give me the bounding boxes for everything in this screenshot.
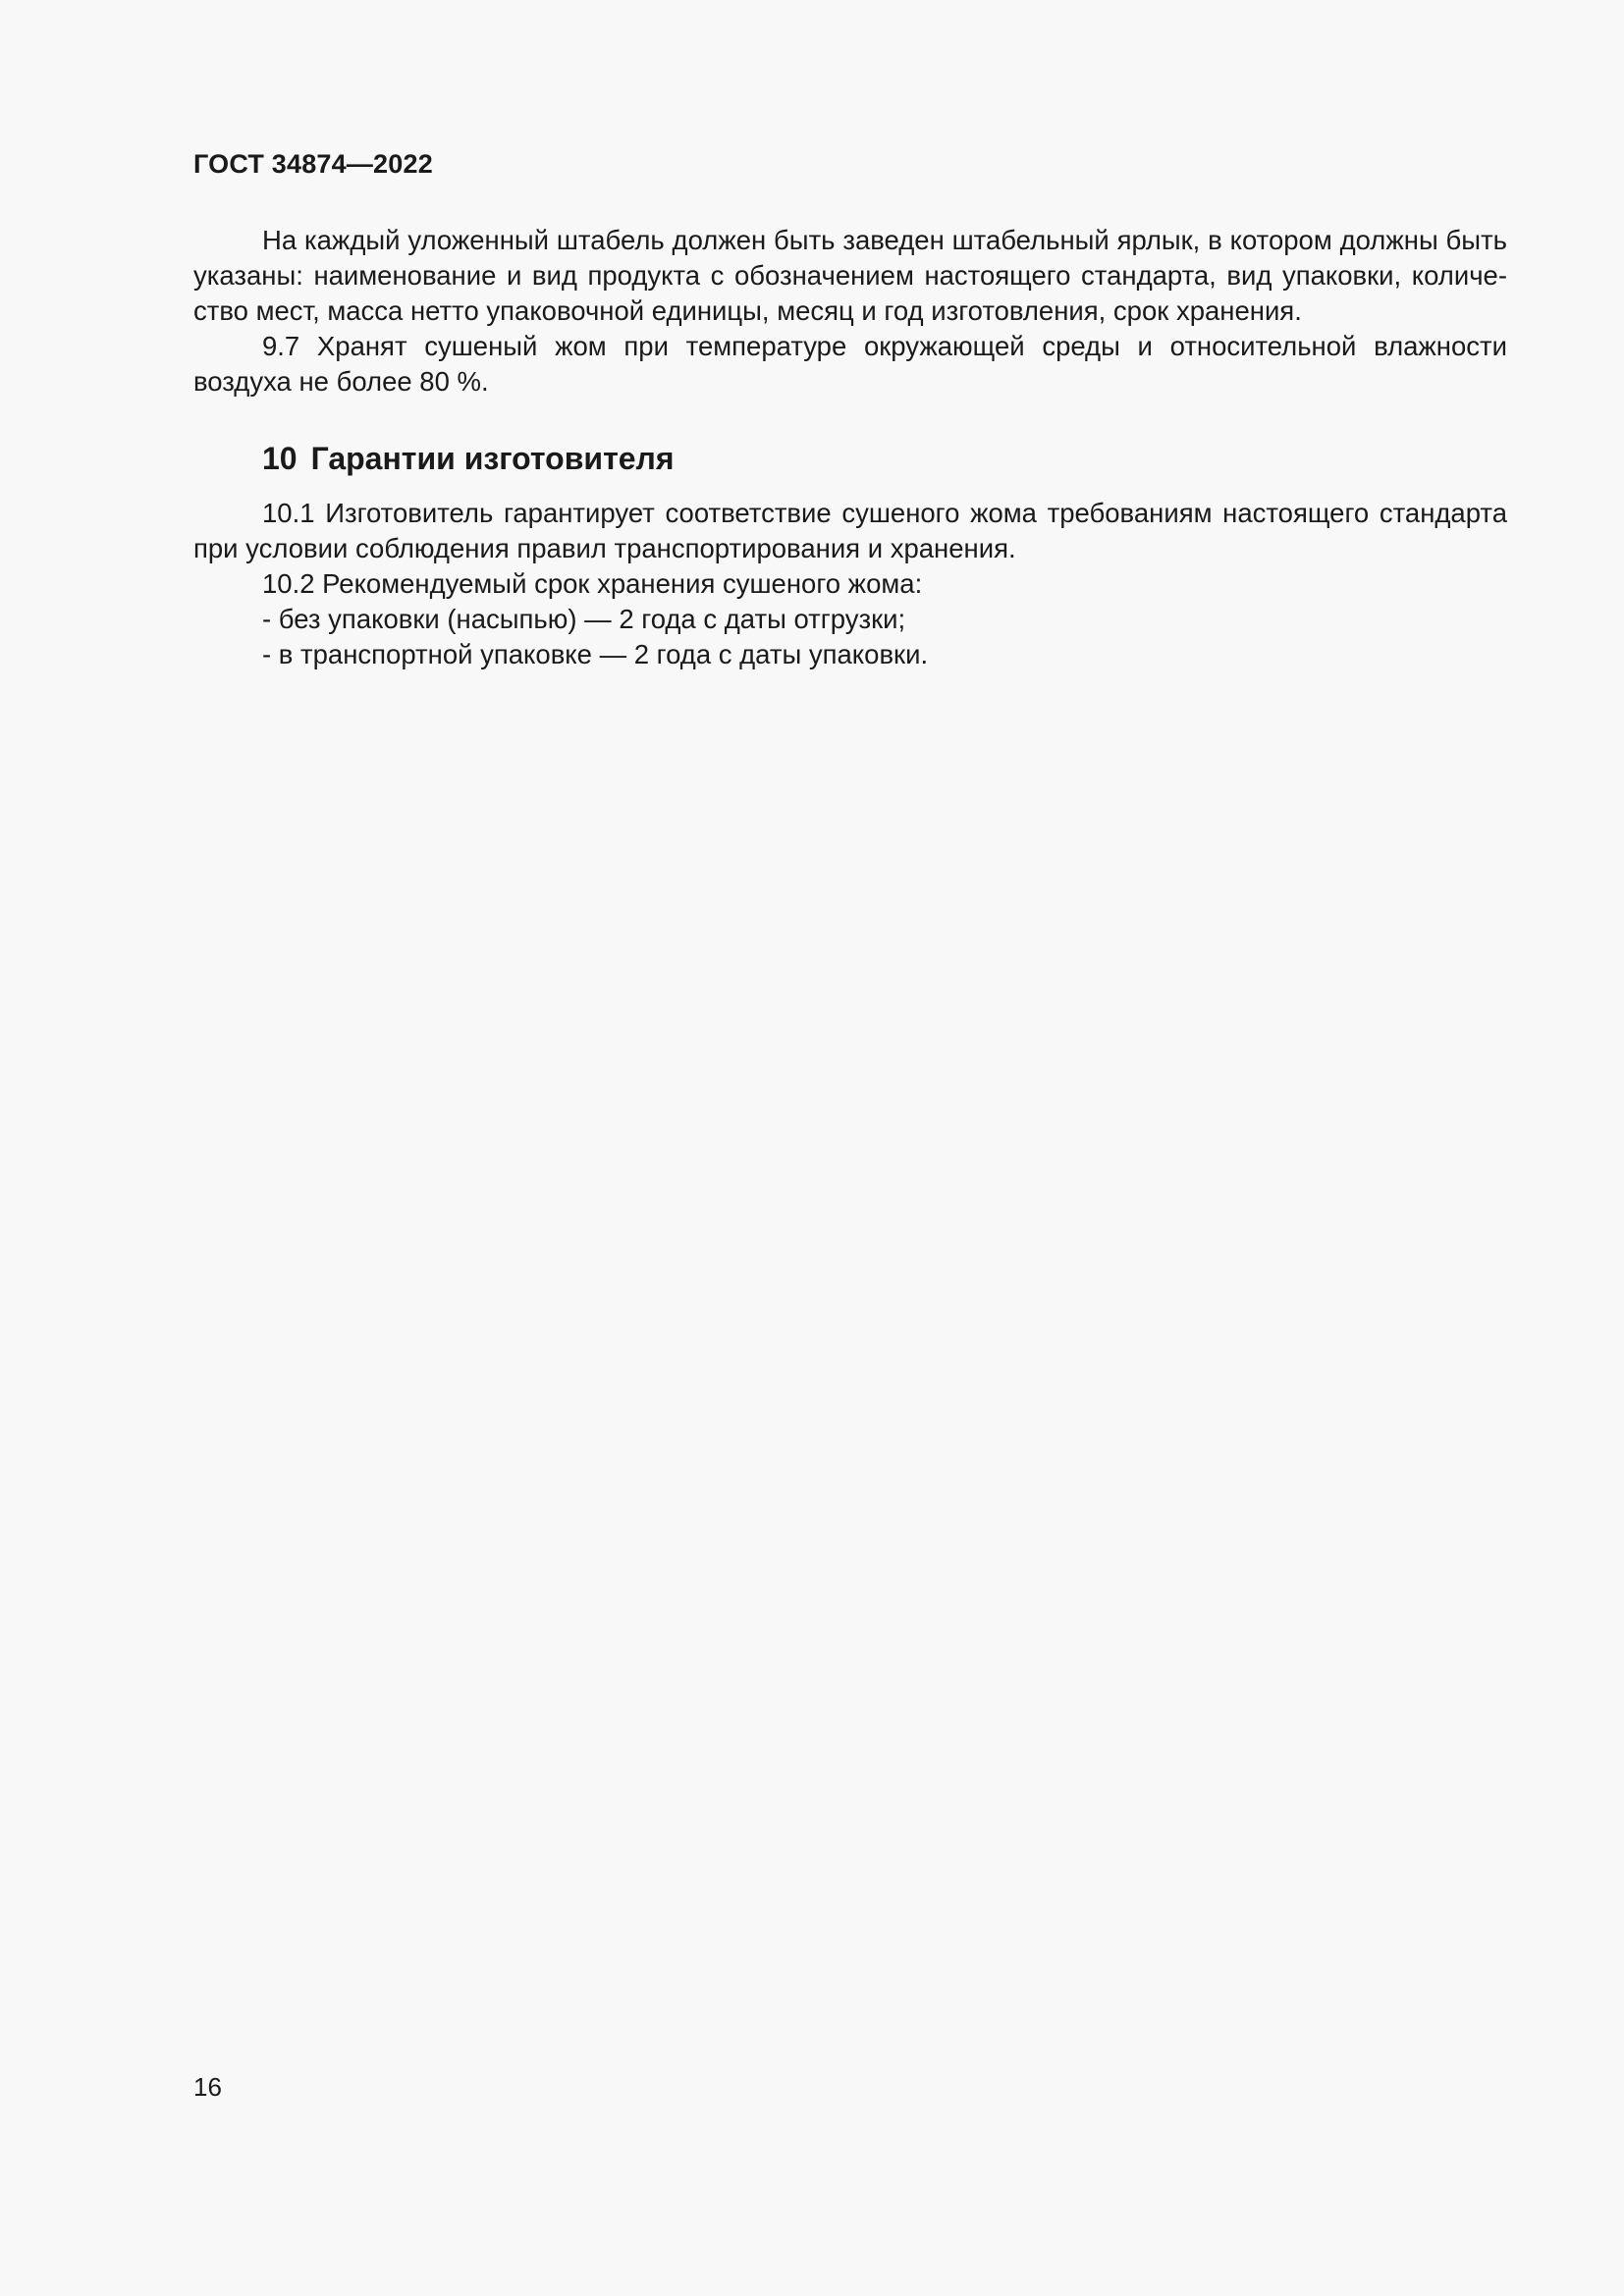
paragraph-10-1: 10.1 Изготовитель гарантирует соответствие сушеного жома требованиям настоящего стандарта при условии соблюдения правил транспортирования и хранения. xyxy=(193,498,1507,563)
page-number: 16 xyxy=(193,2072,222,2102)
document-header: ГОСТ 34874—2022 xyxy=(193,149,433,179)
section-title: Гарантии изготовителя xyxy=(310,441,675,476)
section-heading xyxy=(262,439,1507,478)
list-item: - в транспортной упаковке — 2 года с даты упаковки. xyxy=(262,639,929,669)
document-body xyxy=(193,223,1507,672)
paragraph-10-2: 10.2 Рекомендуемый срок хранения сушеного жома: xyxy=(262,568,923,599)
section-body xyxy=(193,496,1507,672)
paragraph-9-7: 9.7 Хранят сушеный жом при температуре окружающей среды и относительной влажности воздуха не более 80 %. xyxy=(193,331,1507,397)
paragraph-stack-label: На каждый уложенный штабель должен быть заведен штабельный ярлык, в котором должны быть указаны: наименование и вид продукта с обозначением настоящего стандарта, вид упаковки, количество мест, масса нетто упаковочной единицы, месяц и год изготовления, срок хранения. xyxy=(193,225,1507,326)
list-item: - без упаковки (насыпью) — 2 года с даты отгрузки; xyxy=(262,604,906,634)
section-number: 10 xyxy=(262,441,298,476)
